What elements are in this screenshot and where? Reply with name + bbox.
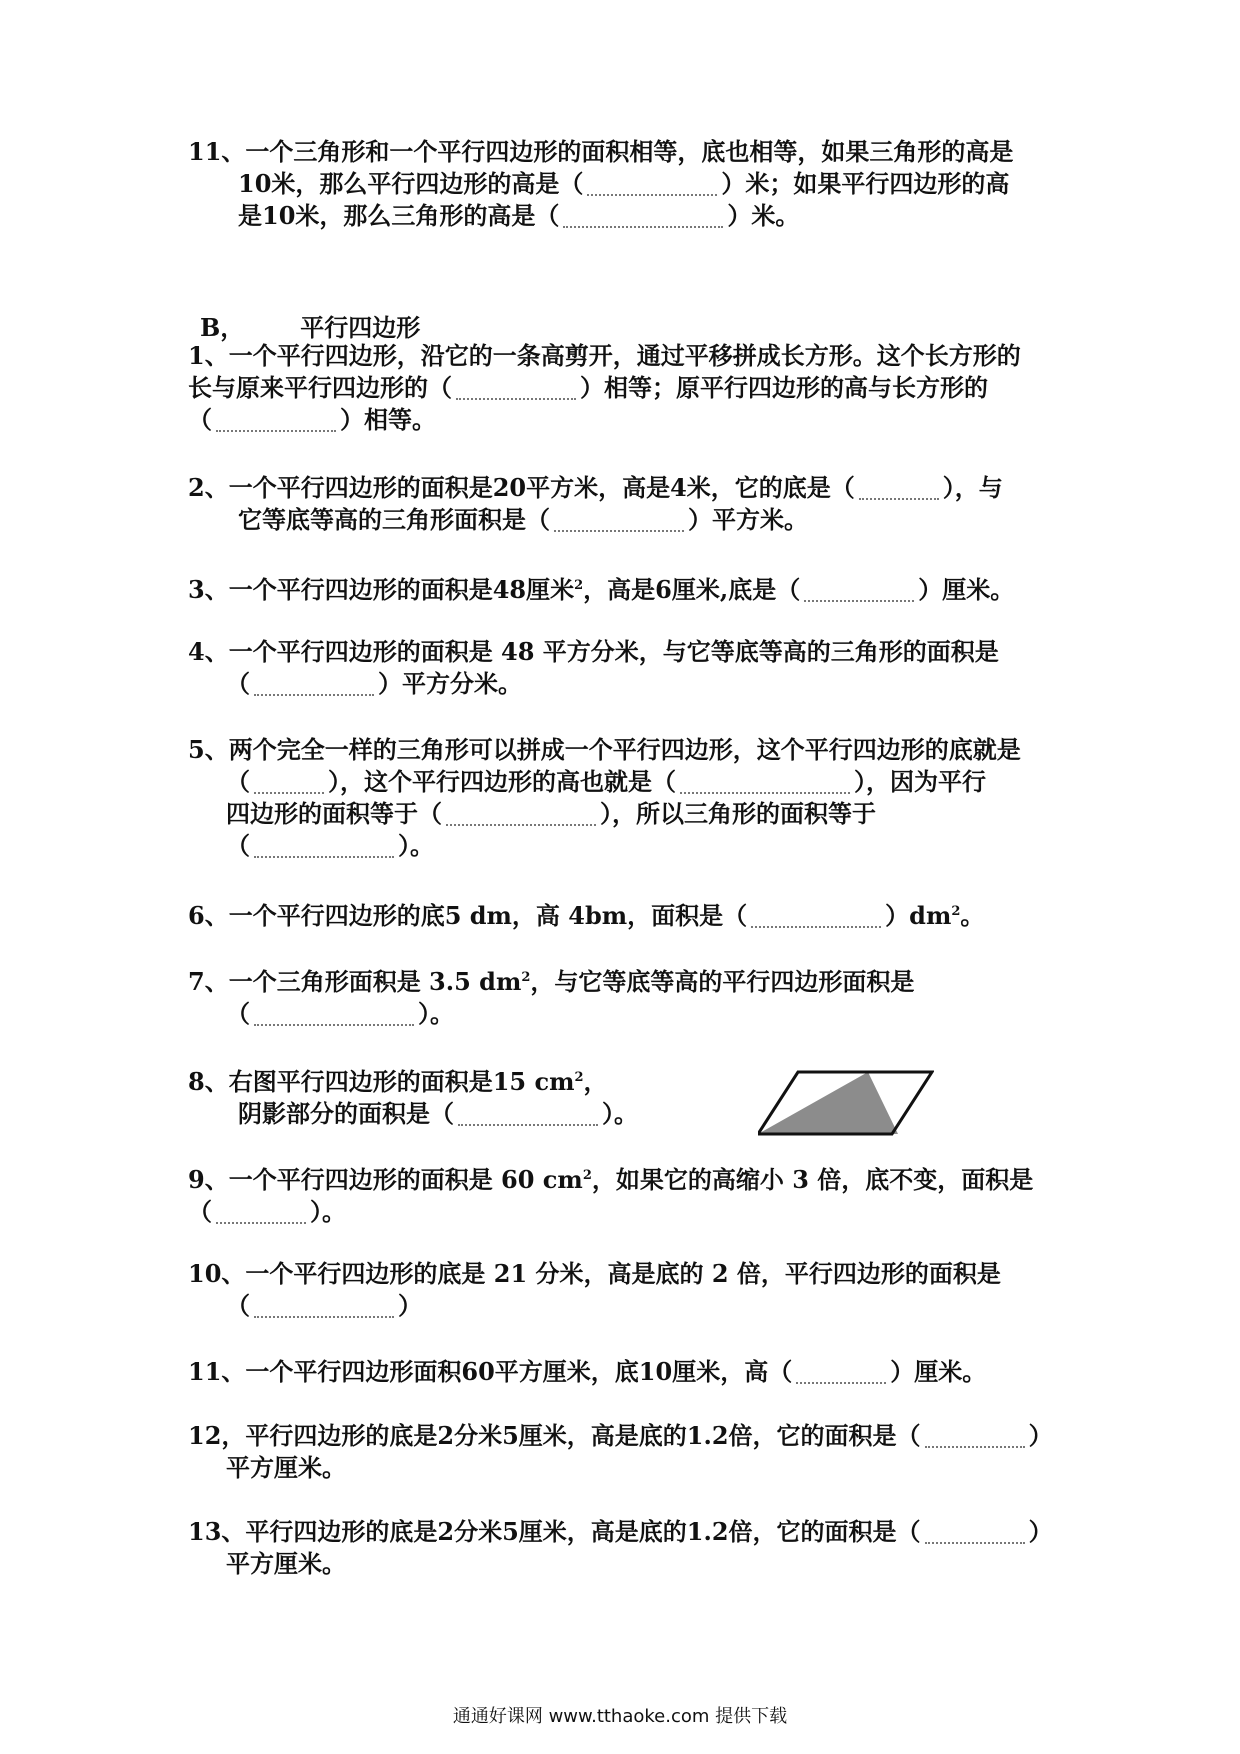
question-text: ），这个平行四边形的高也就是（ xyxy=(328,767,676,796)
question-text: ），所以三角形的面积等于 xyxy=(600,799,876,828)
question-text: 11、一个平行四边形面积60平方厘米，底10厘米，高（ xyxy=(188,1357,793,1386)
question-text: ）厘米。 xyxy=(918,575,1015,604)
question-a11 xyxy=(188,136,1068,232)
question-text: ） xyxy=(1028,1421,1053,1450)
question-text: ，与它等底等高的平行四边形面积是 xyxy=(530,967,915,996)
answer-blank[interactable] xyxy=(796,1364,886,1384)
question-text: ）相等；原平行四边形的高与长方形的 xyxy=(580,373,988,402)
question-text: 长与原来平行四边形的（ xyxy=(188,373,452,402)
superscript: 2 xyxy=(574,578,584,593)
question-text: 1、一个平行四边形，沿它的一条高剪开，通过平移拼成长方形。这个长方形的 xyxy=(188,341,1021,370)
answer-blank[interactable] xyxy=(563,208,723,228)
question-8 xyxy=(188,1062,1068,1130)
answer-blank[interactable] xyxy=(456,380,576,400)
question-text: 阴影部分的面积是（ xyxy=(238,1099,454,1128)
question-text: 3、一个平行四边形的面积是48厘米 xyxy=(188,575,575,604)
superscript: 2 xyxy=(582,1168,592,1183)
answer-blank[interactable] xyxy=(804,582,914,602)
question-text: （ xyxy=(226,767,250,796)
question-text: 12，平行四边形的底是2分米5厘米，高是底的1.2倍，它的面积是（ xyxy=(188,1421,921,1450)
question-text: ） xyxy=(398,1291,422,1320)
question-text: 10、一个平行四边形的底是 21 分米，高是底的 2 倍，平行四边形的面积是 xyxy=(188,1259,1001,1288)
question-1 xyxy=(188,340,1068,436)
question-6 xyxy=(188,896,1068,932)
answer-blank[interactable] xyxy=(254,1006,414,1026)
answer-blank[interactable] xyxy=(254,838,394,858)
question-12 xyxy=(188,1420,1068,1484)
question-10 xyxy=(188,1258,1068,1322)
question-text: ）米；如果平行四边形的高 xyxy=(721,169,1010,198)
section-title: 平行四边形 xyxy=(300,313,421,342)
answer-blank[interactable] xyxy=(216,412,336,432)
question-text: ）平方分米。 xyxy=(378,669,522,698)
question-text: （ xyxy=(226,831,250,860)
answer-blank[interactable] xyxy=(446,806,596,826)
question-text: ）。 xyxy=(310,1197,346,1226)
answer-blank[interactable] xyxy=(680,774,850,794)
answer-blank[interactable] xyxy=(859,480,939,500)
question-text: 9、一个平行四边形的面积是 60 cm xyxy=(188,1165,583,1194)
section-letter: B， xyxy=(200,313,245,342)
question-text: （ xyxy=(226,1291,250,1320)
question-text: 4、一个平行四边形的面积是 48 平方分米，与它等底等高的三角形的面积是 xyxy=(188,637,999,666)
answer-blank[interactable] xyxy=(254,774,324,794)
question-text: 8、右图平行四边形的面积是15 cm xyxy=(188,1067,575,1096)
question-text: 2、一个平行四边形的面积是20平方米，高是4米，它的底是（ xyxy=(188,473,855,502)
question-9 xyxy=(188,1160,1068,1228)
question-text: 11、一个三角形和一个平行四边形的面积相等，底也相等，如果三角形的高是 xyxy=(188,137,1014,166)
answer-blank[interactable] xyxy=(216,1204,306,1224)
superscript: 2 xyxy=(951,904,961,919)
question-text: ， xyxy=(583,1067,608,1096)
question-text: 是10米，那么三角形的高是（ xyxy=(238,201,560,230)
question-text: ）。 xyxy=(418,999,454,1028)
answer-blank[interactable] xyxy=(925,1428,1025,1448)
question-text: ）厘米。 xyxy=(890,1357,987,1386)
question-text: 四边形的面积等于（ xyxy=(226,799,442,828)
question-text: （ xyxy=(188,1197,212,1226)
answer-blank[interactable] xyxy=(254,676,374,696)
question-2 xyxy=(188,472,1068,536)
question-text: ）米。 xyxy=(727,201,800,230)
question-text: ）dm xyxy=(885,901,952,930)
question-7 xyxy=(188,962,1068,1030)
answer-blank[interactable] xyxy=(751,908,881,928)
question-text: ） xyxy=(1028,1517,1053,1546)
question-text: ），因为平行 xyxy=(854,767,986,796)
question-text: 10米，那么平行四边形的高是（ xyxy=(238,169,584,198)
answer-blank[interactable] xyxy=(587,176,717,196)
question-text: （ xyxy=(188,405,212,434)
parallelogram-figure xyxy=(758,1070,934,1136)
question-text: ）相等。 xyxy=(340,405,436,434)
question-text: 6、一个平行四边形的底5 dm，高 4bm，面积是（ xyxy=(188,901,748,930)
question-text: ）平方米。 xyxy=(688,505,808,534)
question-11 xyxy=(188,1356,1068,1388)
question-text: ）。 xyxy=(398,831,434,860)
footer-credit: 通通好课网 www.tthaoke.com 提供下载 xyxy=(452,1706,788,1727)
question-text: ），与 xyxy=(942,473,1003,502)
question-13 xyxy=(188,1516,1068,1580)
question-text: 它等底等高的三角形面积是（ xyxy=(238,505,550,534)
question-text: 平方厘米。 xyxy=(226,1453,346,1482)
question-text: ，高是6厘米,底是（ xyxy=(583,575,801,604)
question-text: 。 xyxy=(960,901,985,930)
question-5 xyxy=(188,734,1068,862)
question-text: 13、平行四边形的底是2分米5厘米，高是底的1.2倍，它的面积是（ xyxy=(188,1517,921,1546)
question-4 xyxy=(188,636,1068,700)
superscript: 2 xyxy=(521,970,531,985)
superscript: 2 xyxy=(574,1070,584,1085)
question-text: （ xyxy=(226,669,250,698)
question-3 xyxy=(188,570,1068,606)
answer-blank[interactable] xyxy=(254,1298,394,1318)
answer-blank[interactable] xyxy=(554,512,684,532)
question-text: ，如果它的高缩小 3 倍，底不变，面积是 xyxy=(591,1165,1034,1194)
question-text: ）。 xyxy=(602,1099,638,1128)
question-text: 5、两个完全一样的三角形可以拼成一个平行四边形，这个平行四边形的底就是 xyxy=(188,735,1021,764)
question-text: 7、一个三角形面积是 3.5 dm xyxy=(188,967,522,996)
question-text: （ xyxy=(226,999,250,1028)
answer-blank[interactable] xyxy=(925,1524,1025,1544)
answer-blank[interactable] xyxy=(458,1106,598,1126)
question-text: 平方厘米。 xyxy=(226,1549,346,1578)
